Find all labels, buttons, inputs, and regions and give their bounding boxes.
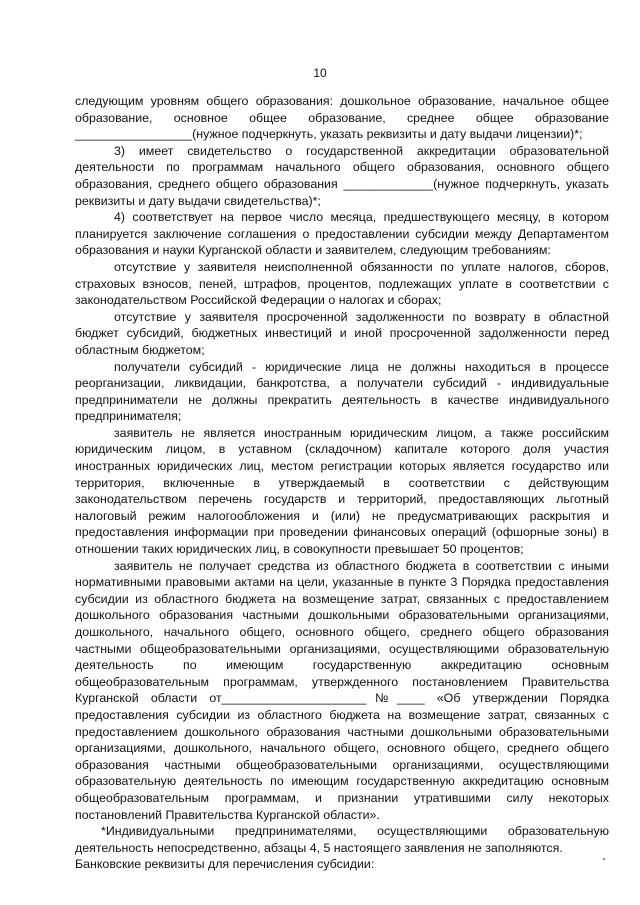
document-body bbox=[75, 93, 609, 873]
paragraph-no-tax-debt: отсутствие у заявителя неисполненной обязанности по уплате налогов, сборов, страховых взносов, пеней, штрафов, процентов, подлежащих уплате в соответствии с законодательством Российской Федерации о налогах и сборах; bbox=[75, 259, 609, 308]
footnote-individual-entrepreneurs: *Индивидуальными предпринимателями, осуществляющими образовательную деятельность непосредственно, абзацы 4, 5 настоящего заявления не заполняются. bbox=[75, 824, 609, 855]
paragraph-accreditation-certificate: 3) имеет свидетельство о государственной аккредитации образовательной деятельности по программам начального общего образования, основного общего образования, среднего общего образования _____________(нужное подчеркнуть, указать реквизиты и дату выдачи свидетельства)*; bbox=[75, 143, 609, 208]
paragraph-requirements-intro: 4) соответствует на первое число месяца, предшествующего месяцу, в котором планируется заключение соглашения о предоставлении субсидии между Департаментом образования и науки Курганской области и заявителем, следующим требованиям: bbox=[75, 210, 609, 258]
paragraph-no-budget-debt: отсутствие у заявителя просроченной задолженности по возврату в областной бюджет субсидий, бюджетных инвестиций и иной просроченной задолженности перед областным бюджетом; bbox=[75, 309, 609, 357]
paragraph-no-reorganization: получатели субсидий - юридические лица не должны находиться в процессе реорганизации, ликвидации, банкротства, а получатели субсидий - индивидуальные предприниматели не должны прекратить деятельность в качестве индивидуального предпринимателя; bbox=[75, 359, 609, 424]
paragraph-no-other-funding: заявитель не получает средства из областного бюджета в соответствии с иными нормативными правовыми актами на цели, указанные в пункте 3 Порядка предоставления субсидии из областного бюджета на возмещение затрат, связанных с предоставлением дошкольного образования частными дошкольными образовательными организациями, дошкольного, начального общего, основного общего, среднего общего образования частными общеобразовательными организациями, осуществляющими образовательную деятельность по имеющим государственную аккредитацию основным общеобразовательным программам, утвержденного постановлением Правительства Курганской области от_____________________№____ «Об утверждении Порядка предоставления субсидии из областного бюджета на возмещение затрат, связанных с предоставлением дошкольного образования частными дошкольными образовательными организациями, дошкольного, начального общего, основного общего, среднего общего образования частными общеобразовательными организациями, осуществляющими образовательную деятельность по имеющим государственную аккредитацию основным общеобразовательным программам, и признании утратившими силу некоторых постановлений Правительства Курганской области». bbox=[75, 558, 609, 822]
scan-dot bbox=[603, 858, 605, 860]
page-number: 10 bbox=[313, 66, 327, 80]
paragraph-not-foreign-entity: заявитель не является иностранным юридическим лицом, а также российским юридическим лицом, в уставном (складочном) капитале которого доля участия иностранных юридических лиц, местом регистрации которых является государство или территория, включенные в утверждаемый в соответствии с действующим законодательством перечень государств и территорий, предоставляющих льготный налоговый режим налогообложения и (или) не предусматривающих раскрытия и предоставления информации при проведении финансовых операций (офшорные зоны) в отношении таких юридических лиц, в совокупности превышает 50 процентов; bbox=[75, 425, 609, 557]
paragraph-bank-details: Банковские реквизиты для перечисления субсидии: bbox=[75, 857, 375, 872]
paragraph-education-levels: следующим уровням общего образования: дошкольное образование, начальное общее образование, основное общее образование, среднее общее образование _________________(нужное подчеркнуть, указать реквизиты и дату выдачи лицензии)*; bbox=[75, 94, 609, 142]
